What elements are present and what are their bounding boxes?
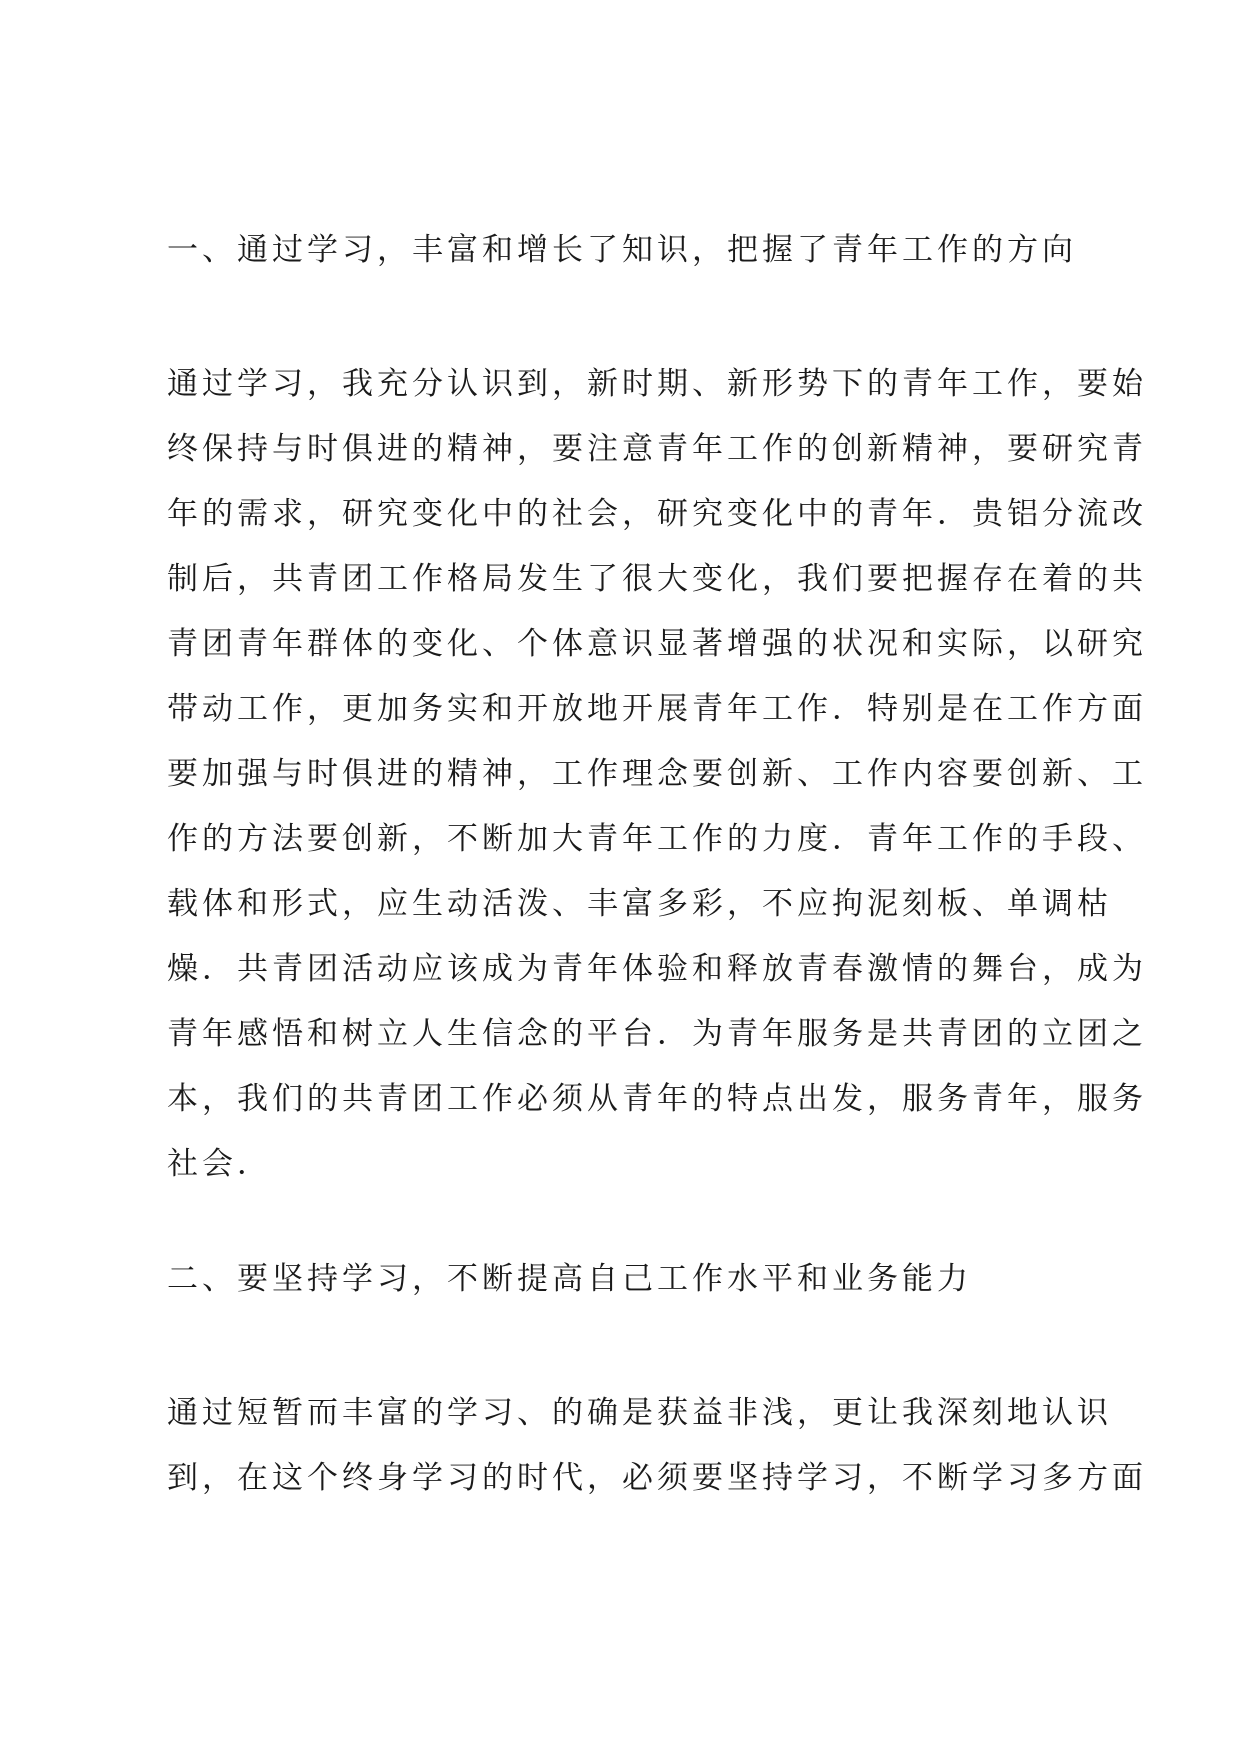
- section-1-line: 青年感悟和树立人生信念的平台．为青年服务是共青团的立团之: [167, 1016, 1147, 1052]
- section-1-line: 终保持与时俱进的精神，要注意青年工作的创新精神，要研究青: [167, 431, 1147, 467]
- section-2-heading: 二、要坚持学习，不断提高自己工作水平和业务能力: [167, 1261, 972, 1297]
- section-2-line: 通过短暂而丰富的学习、的确是获益非浅，更让我深刻地认识: [167, 1395, 1112, 1431]
- section-1-line: 载体和形式，应生动活泼、丰富多彩，不应拘泥刻板、单调枯: [167, 886, 1112, 922]
- section-1-line: 要加强与时俱进的精神，工作理念要创新、工作内容要创新、工: [167, 756, 1147, 792]
- section-2-line: 到，在这个终身学习的时代，必须要坚持学习，不断学习多方面: [167, 1460, 1147, 1496]
- section-1-line: 带动工作，更加务实和开放地开展青年工作．特别是在工作方面: [167, 691, 1147, 727]
- section-1-line: 作的方法要创新，不断加大青年工作的力度．青年工作的手段、: [167, 821, 1147, 857]
- section-1-line: 制后，共青团工作格局发生了很大变化，我们要把握存在着的共: [167, 561, 1147, 597]
- section-1-line: 本，我们的共青团工作必须从青年的特点出发，服务青年，服务: [167, 1081, 1147, 1117]
- section-1-heading: 一、通过学习，丰富和增长了知识，把握了青年工作的方向: [167, 232, 1077, 268]
- section-1-line: 年的需求，研究变化中的社会，研究变化中的青年．贵铝分流改: [167, 496, 1147, 532]
- section-1-line: 青团青年群体的变化、个体意识显著增强的状况和实际，以研究: [167, 626, 1147, 662]
- section-1-line: 燥．共青团活动应该成为青年体验和释放青春激情的舞台，成为: [167, 951, 1147, 987]
- section-1-line: 通过学习，我充分认识到，新时期、新形势下的青年工作，要始: [167, 366, 1147, 402]
- section-1-line: 社会．: [167, 1146, 272, 1182]
